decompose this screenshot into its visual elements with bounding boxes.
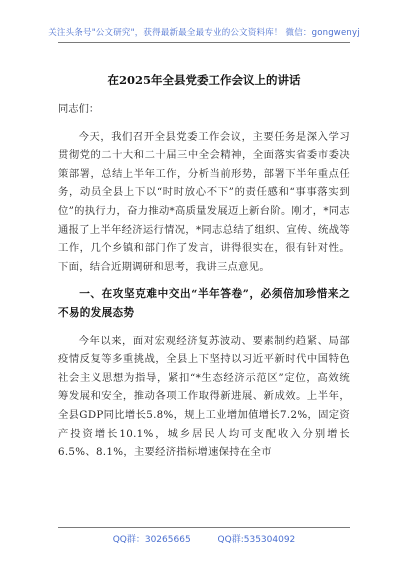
document-title: 在2025年全县党委工作会议上的讲话	[107, 73, 301, 87]
qq-group-1: QQ群：30265665	[112, 535, 191, 545]
document-body	[58, 100, 350, 462]
greeting: 同志们：	[58, 103, 100, 115]
footer-divider	[58, 527, 350, 528]
promo-header: 关注头条号"公文研究"，获得最新最全最专业的公文资料库！ 微信：gongwenyj	[48, 28, 360, 38]
intro-paragraph: 今天，我们召开全县党委工作会议，主要任务是深入学习贯彻党的二十大和二十届三中全会精神，全面落实省委市委决策部署，总结上半年工作，分析当前形势，部署下半年重点任务，动员全县上下以“时时放心不下”的责任感和“事事落实到位”的执行力，奋力推动*高质量发展迈上新台阶。刚才，*同志通报了上半年经济运行情况，*同志总结了组织、宣传、统战等工作，几个乡镇和部门作了发言，讲得很实在，很有针对性。下面，结合近期调研和思考，我讲三点意见。	[58, 130, 350, 273]
footer	[0, 532, 408, 545]
header-divider	[58, 42, 350, 43]
section-1-paragraph: 今年以来，面对宏观经济复苏波动、要素制约趋紧、局部疫情反复等多重挑战，全县上下坚持以习近平新时代中国特色社会主义思想为指导，紧扣“*生态经济示范区”定位，高效统筹发展和安全，推动各项工作取得新进展、新成效。上半年，全县GDP同比增长5.8%，规上工业增加值增长7.2%，固定资产投资增长10.1%，城乡居民人均可支配收入分别增长6.5%、8.1%，主要经济指标增速保持在全市	[58, 334, 350, 459]
qq-group-2: QQ群:535304092	[217, 535, 296, 545]
section-heading-1: 一、在攻坚克难中交出“半年答卷”，必须倍加珍惜来之不易的发展态势	[58, 288, 350, 319]
